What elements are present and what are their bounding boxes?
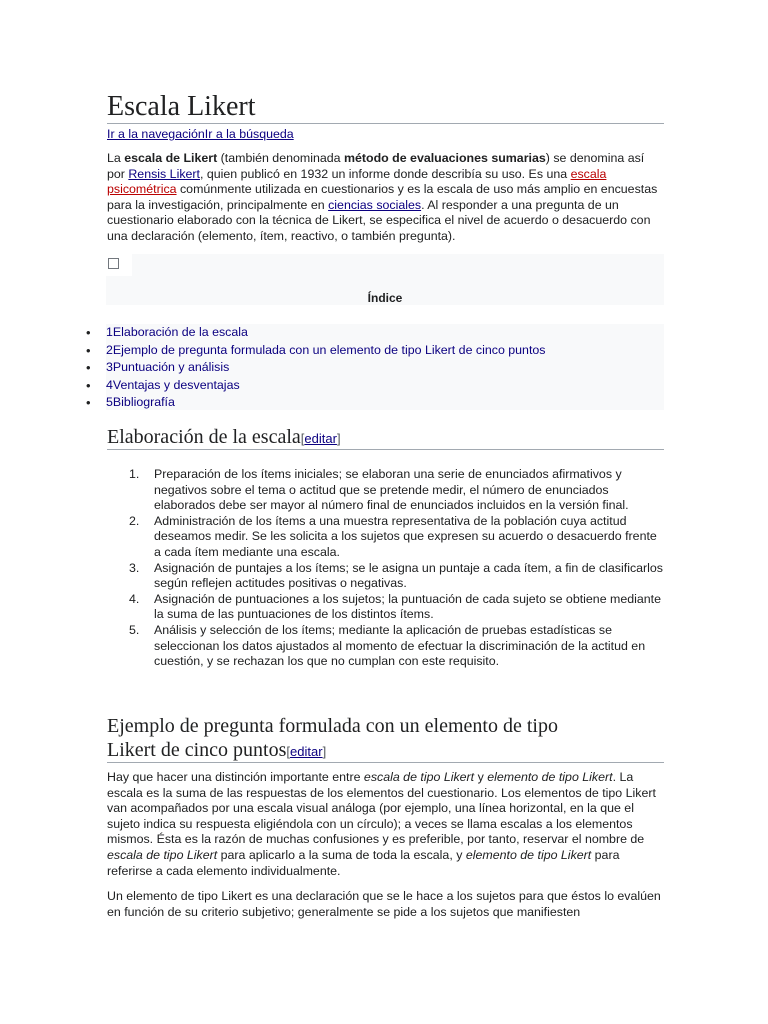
- intro-text: . Al responder a una pregunta de un cuestionario elaborado con la técnica de Likert, se especifica el nivel de acuerdo o desacuerdo con una declaración (elemento, ítem, reactivo, o también pregunta).: [107, 197, 651, 243]
- toc-header: [106, 254, 664, 305]
- jump-links: [107, 127, 294, 143]
- toc-item[interactable]: [86, 359, 664, 377]
- italic-term: elemento de tipo Likert: [465, 847, 592, 862]
- toc-item-label[interactable]: Elaboración de la escala: [112, 325, 248, 339]
- toc-item-number: 4: [106, 377, 113, 392]
- bullet-icon: •: [86, 360, 91, 375]
- jump-links-text[interactable]: Ir a la navegaciónIr a la búsqueda: [107, 127, 294, 141]
- paragraph-text: y: [474, 770, 488, 784]
- section2-paragraph-2: Un elemento de tipo Likert es una declaración que se le hace a los sujetos para que éstos lo evalúen en función de su criterio subjetivo; generalmente se pide a los sujetos que manifiesten: [107, 889, 661, 919]
- intro-text: comúnmente utilizada en cuestionarios y es la escala de uso más amplio en encuestas para la investigación, principalmente en: [107, 182, 658, 212]
- list-item: [129, 467, 664, 514]
- step-text: Asignación de puntajes a los ítems; se le asigna un puntaje a cada ítem, a fin de clasificarlos según reflejen actitudes positivas o negativas.: [154, 560, 664, 591]
- step-number: 4.: [129, 591, 140, 606]
- toc-item[interactable]: [86, 342, 664, 360]
- intro-text: ) se denomina así por: [107, 151, 645, 181]
- toc-item[interactable]: [86, 394, 664, 412]
- edit-section-link: [301, 431, 341, 446]
- toc-item-label[interactable]: Ventajas y desventajas: [112, 377, 240, 392]
- toc-item-label[interactable]: Bibliografía: [112, 395, 175, 409]
- toc-item-label[interactable]: Puntuación y análisis: [112, 360, 230, 374]
- step-number: 3.: [129, 560, 140, 575]
- edit-bracket: ]: [336, 431, 341, 446]
- step-text: Preparación de los ítems iniciales; se elaboran una serie de enunciados afirmativos y negativos sobre el tema o actitud que se pretende medir, el número de enunciados elaborados debe ser mayor al número final de enunciados incluidos en la versión final.: [154, 467, 629, 513]
- list-item: [129, 513, 664, 561]
- bullet-icon: •: [86, 395, 91, 410]
- edit-bracket: ]: [322, 744, 327, 759]
- italic-term: escala de tipo Likert: [363, 770, 475, 784]
- step-text: Asignación de puntuaciones a los sujetos; la puntuación de cada sujeto se obtiene mediante la suma de las puntuaciones de los distintos ítems.: [154, 591, 661, 622]
- elaboration-steps-list: [129, 467, 664, 670]
- edit-bracket: [: [300, 431, 305, 446]
- section-heading-ejemplo: [107, 714, 664, 763]
- toc-item[interactable]: [86, 324, 664, 342]
- bullet-icon: •: [86, 325, 91, 340]
- section-heading-text: Elaboración de la escala: [107, 426, 301, 448]
- step-text: Administración de los ítems a una muestra representativa de la población cuya actitud deseamos medir. Se les solicita a los sujetos que expresen su acuerdo o desacuerdo frente a cada ítem mediante una escala.: [154, 513, 657, 559]
- step-number: 5.: [129, 622, 140, 637]
- page-title: Escala Likert: [107, 91, 664, 124]
- toc-separator: [106, 305, 664, 324]
- toc-item[interactable]: [86, 377, 664, 395]
- intro-bold-term: método de evaluaciones sumarias: [343, 151, 546, 165]
- paragraph-text: Hay que hacer una distinción importante entre: [107, 770, 364, 784]
- intro-paragraph: [107, 151, 664, 245]
- paragraph-text: para aplicarlo a la suma de toda la escala, y: [217, 847, 466, 862]
- toc-item-label[interactable]: Ejemplo de pregunta formulada con un elemento de tipo Likert de cinco puntos: [112, 342, 546, 357]
- intro-text: La: [107, 151, 125, 165]
- toc-item-number: 1: [106, 325, 113, 339]
- section-heading-text: Ejemplo de pregunta formulada con un elemento de tipo: [107, 715, 558, 737]
- paragraph-text: . La escala es la suma de las respuestas de los elementos del cuestionario. Los elementos de tipo Likert van acompañados por una escala visual análoga (por ejemplo, una línea horizontal, en la que el sujeto indica su respuesta eligiéndola con un círculo); a veces se llama escalas a los elementos mismos. Ésta es la razón de muchas confusiones y es preferible, por tanto, reservar el nombre de: [107, 770, 656, 847]
- toc-title: Índice: [367, 291, 403, 305]
- edit-link[interactable]: editar: [304, 431, 337, 446]
- toc-toggle-area[interactable]: [106, 254, 132, 276]
- list-item: [129, 560, 664, 592]
- intro-text: , quien publicó en 1932 un informe donde describía su uso. Es una: [199, 166, 571, 181]
- italic-term: escala de tipo Likert: [107, 847, 218, 862]
- edit-link[interactable]: editar: [290, 744, 323, 759]
- list-item: [129, 622, 664, 670]
- table-of-contents: [86, 254, 664, 410]
- section2-paragraph: [107, 770, 664, 879]
- step-text: Análisis y selección de los ítems; mediante la aplicación de pruebas estadísticas se seleccionan los datos ajustados al momento de efectuar la discriminación de la actitud en cuestión, y se rechazan los que no cumplan con este requisito.: [154, 622, 646, 669]
- rensis-likert-link[interactable]: Rensis Likert: [128, 166, 200, 181]
- step-number: 2.: [129, 513, 140, 528]
- ciencias-sociales-link[interactable]: ciencias sociales: [328, 197, 422, 212]
- toc-item-number: 5: [106, 395, 113, 409]
- paragraph-text: para referirse a cada elemento individualmente.: [107, 847, 620, 878]
- section-heading-text: Likert de cinco puntos: [107, 739, 287, 761]
- italic-term: elemento de tipo Likert: [487, 770, 613, 784]
- intro-text: (también denominada: [217, 151, 344, 165]
- intro-bold-term: escala de Likert: [124, 151, 218, 165]
- bullet-icon: •: [86, 342, 91, 358]
- edit-section-link: [286, 744, 326, 759]
- list-item: [129, 591, 664, 623]
- toc-toggle-checkbox[interactable]: [108, 258, 119, 269]
- edit-bracket: [: [286, 744, 291, 759]
- toc-item-number: 3: [106, 360, 113, 374]
- escala-psicometrica-link[interactable]: escala psicométrica: [107, 166, 607, 197]
- toc-list: [86, 324, 664, 412]
- toc-item-number: 2: [106, 342, 113, 357]
- bullet-icon: •: [86, 377, 91, 393]
- section-heading-elaboracion: [107, 425, 664, 450]
- step-number: 1.: [129, 467, 140, 481]
